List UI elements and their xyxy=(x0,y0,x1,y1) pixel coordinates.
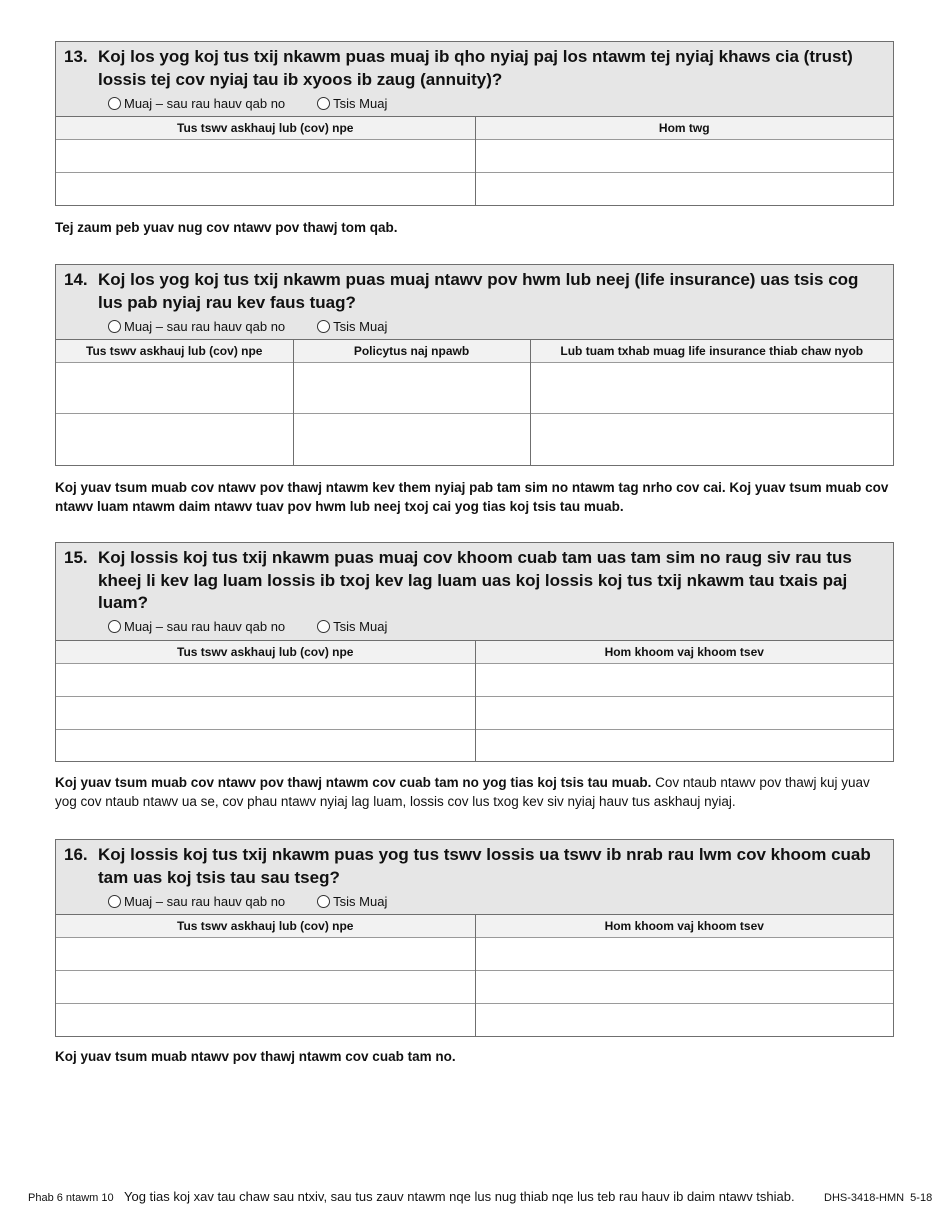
radio-circle-icon[interactable] xyxy=(108,320,121,333)
radio-circle-icon[interactable] xyxy=(317,97,330,110)
note-13 xyxy=(55,218,895,237)
question-16-section xyxy=(55,839,894,1037)
table-cell[interactable] xyxy=(475,1004,893,1036)
column-header: Tus tswv askhauj lub (cov) npe xyxy=(56,640,475,663)
radio-circle-icon[interactable] xyxy=(108,620,121,633)
table-cell[interactable] xyxy=(56,696,475,729)
note-16 xyxy=(55,1047,895,1066)
table-cell[interactable] xyxy=(293,414,530,465)
question-15-section xyxy=(55,542,894,762)
question-14-no-option[interactable] xyxy=(317,319,387,334)
column-header: Hom khoom vaj khoom tsev xyxy=(475,915,893,938)
footer-form-id: DHS-3418-HMN 5-18 xyxy=(824,1192,933,1204)
table-row xyxy=(56,971,893,1004)
note-15 xyxy=(55,773,895,811)
table-row xyxy=(56,140,893,173)
question-13-header xyxy=(56,42,893,116)
question-13-no-label: Tsis Muaj xyxy=(333,95,388,111)
table-row xyxy=(56,663,893,696)
question-15-no-option[interactable] xyxy=(317,619,387,634)
question-16-no-option[interactable] xyxy=(317,894,387,909)
radio-circle-icon[interactable] xyxy=(317,320,330,333)
table-cell[interactable] xyxy=(293,363,530,414)
question-14-table xyxy=(56,339,893,465)
question-14-section xyxy=(55,264,894,466)
note-14 xyxy=(55,478,895,516)
radio-circle-icon[interactable] xyxy=(317,620,330,633)
question-15-table xyxy=(56,640,893,762)
column-header: Tus tswv askhauj lub (cov) npe xyxy=(56,915,475,938)
question-15-no-label: Tsis Muaj xyxy=(333,619,388,634)
question-16-yes-option[interactable] xyxy=(108,894,285,909)
note-14-text: Koj yuav tsum muab cov ntawv pov thawj ntawm kev them nyiaj pab tam sim no ntawm tag nrho cov cai. Koj yuav tsum muab cov ntawv luam ntawm daim ntawv tuav pov hwm lub neej txoj cai yog tias koj tsis tau muab. xyxy=(55,480,889,514)
question-13-number: 13. xyxy=(64,47,88,66)
column-header: Policytus naj npawb xyxy=(293,340,530,363)
question-14-text: Koj los yog koj tus txij nkawm puas muaj ntawv pov hwm lub neej (life insurance) uas tsis cog lus pab nyiaj rau kev faus tuag? xyxy=(98,270,859,312)
table-cell[interactable] xyxy=(56,729,475,761)
question-15-number: 15. xyxy=(64,548,88,567)
table-row xyxy=(56,1004,893,1036)
footer-page-number: Phab 6 ntawm 10 xyxy=(28,1192,114,1204)
table-cell[interactable] xyxy=(56,363,293,414)
question-14-header xyxy=(56,265,893,339)
question-15-header xyxy=(56,543,893,640)
table-row xyxy=(56,696,893,729)
table-cell[interactable] xyxy=(56,140,475,173)
question-14-yes-label: Muaj – sau rau hauv qab no xyxy=(124,318,286,334)
radio-circle-icon[interactable] xyxy=(108,895,121,908)
question-13-no-option[interactable] xyxy=(317,96,387,111)
column-header: Hom khoom vaj khoom tsev xyxy=(475,640,893,663)
table-cell[interactable] xyxy=(530,414,893,465)
table-cell[interactable] xyxy=(475,938,893,971)
table-cell[interactable] xyxy=(56,414,293,465)
column-header: Tus tswv askhauj lub (cov) npe xyxy=(56,340,293,363)
question-14-no-label: Tsis Muaj xyxy=(333,318,388,334)
question-13-yes-label: Muaj – sau rau hauv qab no xyxy=(124,95,286,111)
question-13-text: Koj los yog koj tus txij nkawm puas muaj ib qho nyiaj paj los ntawm tej nyiaj khaws cia (trust) lossis tej cov nyiaj tau ib xyoos ib zaug (annuity)? xyxy=(98,47,853,89)
table-cell[interactable] xyxy=(56,971,475,1004)
question-16-no-label: Tsis Muaj xyxy=(333,893,388,909)
question-16-table xyxy=(56,914,893,1036)
note-15-text: Cov ntaub ntawv pov thawj kuj yuav yog cov ntaub ntawv ua se, cov phau ntawv nyiaj lag luam, lossis cov lus txog kev siv nyiaj hauv tus askhauj nyiaj. xyxy=(55,775,870,809)
question-16-number: 16. xyxy=(64,845,88,864)
table-cell[interactable] xyxy=(475,663,893,696)
question-16-text: Koj lossis koj tus txij nkawm puas yog tus tswv lossis ua tswv ib nrab rau lwm cov khoom cuab tam uas koj tsis tau sau tseg? xyxy=(98,845,871,887)
table-cell[interactable] xyxy=(56,173,475,205)
footer-message: Yog tias koj xav tau chaw sau ntxiv, sau tus zauv ntawm nqe lus nug thiab nqe lus teb rau hauv ib daim ntawv tshiab. xyxy=(124,1189,795,1204)
table-cell[interactable] xyxy=(475,696,893,729)
table-cell[interactable] xyxy=(56,938,475,971)
table-cell[interactable] xyxy=(475,971,893,1004)
question-13-yes-option[interactable] xyxy=(108,96,285,111)
question-15-yes-option[interactable] xyxy=(108,619,285,634)
column-header: Lub tuam txhab muag life insurance thiab chaw nyob xyxy=(530,340,893,363)
table-row xyxy=(56,173,893,205)
radio-circle-icon[interactable] xyxy=(108,97,121,110)
question-14-yes-option[interactable] xyxy=(108,319,285,334)
table-row xyxy=(56,938,893,971)
question-15-yes-label: Muaj – sau rau hauv qab no xyxy=(124,619,286,634)
question-15-text: Koj lossis koj tus txij nkawm puas muaj cov khoom cuab tam uas tam sim no raug siv rau tus kheej li kev lag luam lossis ib txoj kev lag luam uas koj lossis koj tus txij nkawm tau txais paj luam? xyxy=(98,548,852,612)
table-cell[interactable] xyxy=(530,363,893,414)
table-cell[interactable] xyxy=(56,663,475,696)
question-16-yes-label: Muaj – sau rau hauv qab no xyxy=(124,893,286,909)
table-cell[interactable] xyxy=(475,173,893,205)
note-13-text: Tej zaum peb yuav nug cov ntawv pov thawj tom qab. xyxy=(55,220,398,235)
note-16-text: Koj yuav tsum muab ntawv pov thawj ntawm cov cuab tam no. xyxy=(55,1049,456,1064)
table-row xyxy=(56,414,893,465)
column-header: Hom twg xyxy=(475,117,893,140)
table-cell[interactable] xyxy=(56,1004,475,1036)
radio-circle-icon[interactable] xyxy=(317,895,330,908)
column-header: Tus tswv askhauj lub (cov) npe xyxy=(56,117,475,140)
question-14-number: 14. xyxy=(64,270,88,289)
question-13-table xyxy=(56,116,893,205)
table-row xyxy=(56,729,893,761)
note-15-bold-text: Koj yuav tsum muab cov ntawv pov thawj ntawm cov cuab tam no yog tias koj tsis tau muab. xyxy=(55,775,652,790)
question-13-section xyxy=(55,41,894,206)
table-row xyxy=(56,363,893,414)
table-cell[interactable] xyxy=(475,729,893,761)
question-16-header xyxy=(56,840,893,914)
table-cell[interactable] xyxy=(475,140,893,173)
